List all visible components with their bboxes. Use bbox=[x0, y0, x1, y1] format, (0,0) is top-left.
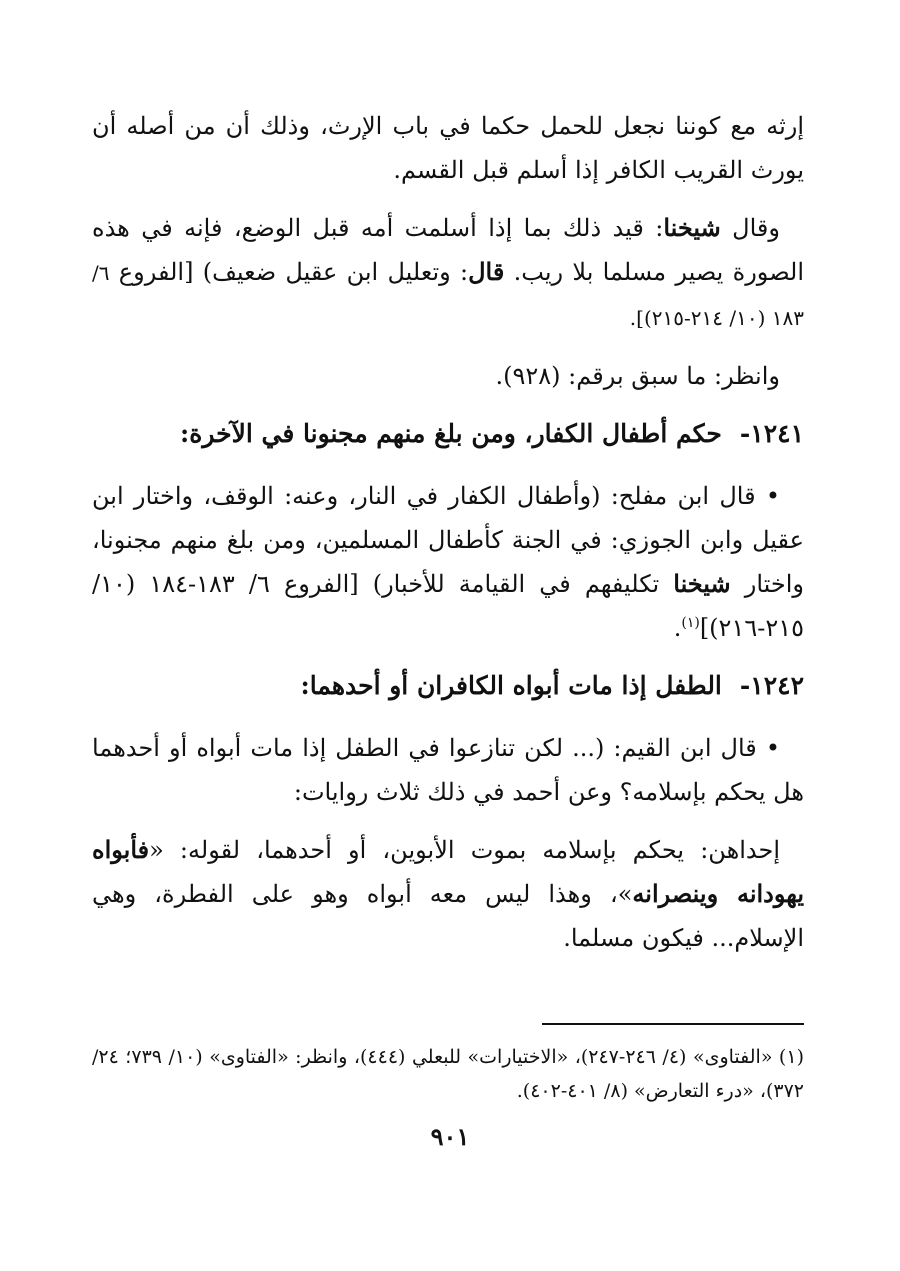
text: : قيد ذلك بما إذا أسلمت أمه قبل الوضع، فإنه في هذه الصورة يصير مسلما بلا ريب. bbox=[92, 214, 805, 286]
text: . bbox=[673, 614, 682, 642]
text: : وتعليل ابن عقيل ضعيف) [الفروع bbox=[118, 258, 469, 286]
bold-term: شيخنا bbox=[673, 569, 731, 598]
bold-term: شيخنا bbox=[663, 213, 721, 242]
text: وقال bbox=[720, 214, 780, 242]
text: تكليفهم في القيامة للأخبار) [الفروع ٦/ ١٨٣-١٨٤ (١٠/ ٢١٥-٢١٦)] bbox=[92, 570, 804, 642]
section-heading-1242 bbox=[92, 664, 804, 708]
source-reference: ٦/ ١٨٣ (١٠/ ٢١٤-٢١٥)]. bbox=[92, 261, 804, 330]
text: إحداهن: يحكم بإسلامه بموت الأبوين، أو أحدهما، لقوله: « bbox=[149, 836, 780, 864]
paragraph-6 bbox=[92, 828, 804, 960]
section-number: ١٢٤١- bbox=[739, 419, 804, 448]
page-body bbox=[92, 104, 804, 974]
footnote-1: (١) «الفتاوى» (٤/ ٢٤٦-٢٤٧)، «الاختيارات» للبعلي (٤٤٤)، وانظر: «الفتاوى» (١٠/ ٧٣٩؛ ٢٤/ ٣٧٢)، «درء التعارض» (٨/ ٤٠١-٤٠٢). bbox=[92, 1046, 804, 1102]
section-heading-1241 bbox=[92, 412, 804, 456]
paragraph-4 bbox=[92, 474, 804, 650]
paragraph-2 bbox=[92, 206, 804, 340]
footnote-marker[interactable]: (١) bbox=[681, 615, 700, 631]
section-title: الطفل إذا مات أبواه الكافران أو أحدهما: bbox=[300, 671, 722, 700]
bold-term: قال bbox=[468, 257, 505, 286]
footnote-divider bbox=[542, 1023, 804, 1025]
page-number: ٩٠١ bbox=[430, 1122, 470, 1151]
text: • قال ابن مفلح: (وأطفال الكفار في النار، وعنه: الوقف، واختار ابن عقيل وابن الجوزي: في الجنة كأطفال المسلمين، ومن بلغ منهم مجنونا، واختار bbox=[92, 482, 804, 598]
paragraph-3: وانظر: ما سبق برقم: (٩٢٨). bbox=[495, 362, 780, 390]
text: »، وهذا ليس معه أبواه وهو على الفطرة، وهي الإسلام... فيكون مسلما. bbox=[92, 880, 804, 952]
paragraph-5: • قال ابن القيم: (... لكن تنازعوا في الطفل إذا مات أبواه أو أحدهما هل يحكم بإسلامه؟ وعن أحمد في ذلك ثلاث روايات: bbox=[92, 734, 804, 806]
section-title: حكم أطفال الكفار، ومن بلغ منهم مجنونا في الآخرة: bbox=[180, 419, 722, 448]
paragraph-1: إرثه مع كوننا نجعل للحمل حكما في باب الإرث، وذلك أن من أصله أن يورث القريب الكافر إذا أسلم قبل القسم. bbox=[92, 112, 804, 184]
footnotes bbox=[92, 1040, 804, 1108]
section-number: ١٢٤٢- bbox=[739, 671, 804, 700]
hadith-quote: فأبواه يهودانه وينصرانه bbox=[92, 835, 804, 908]
